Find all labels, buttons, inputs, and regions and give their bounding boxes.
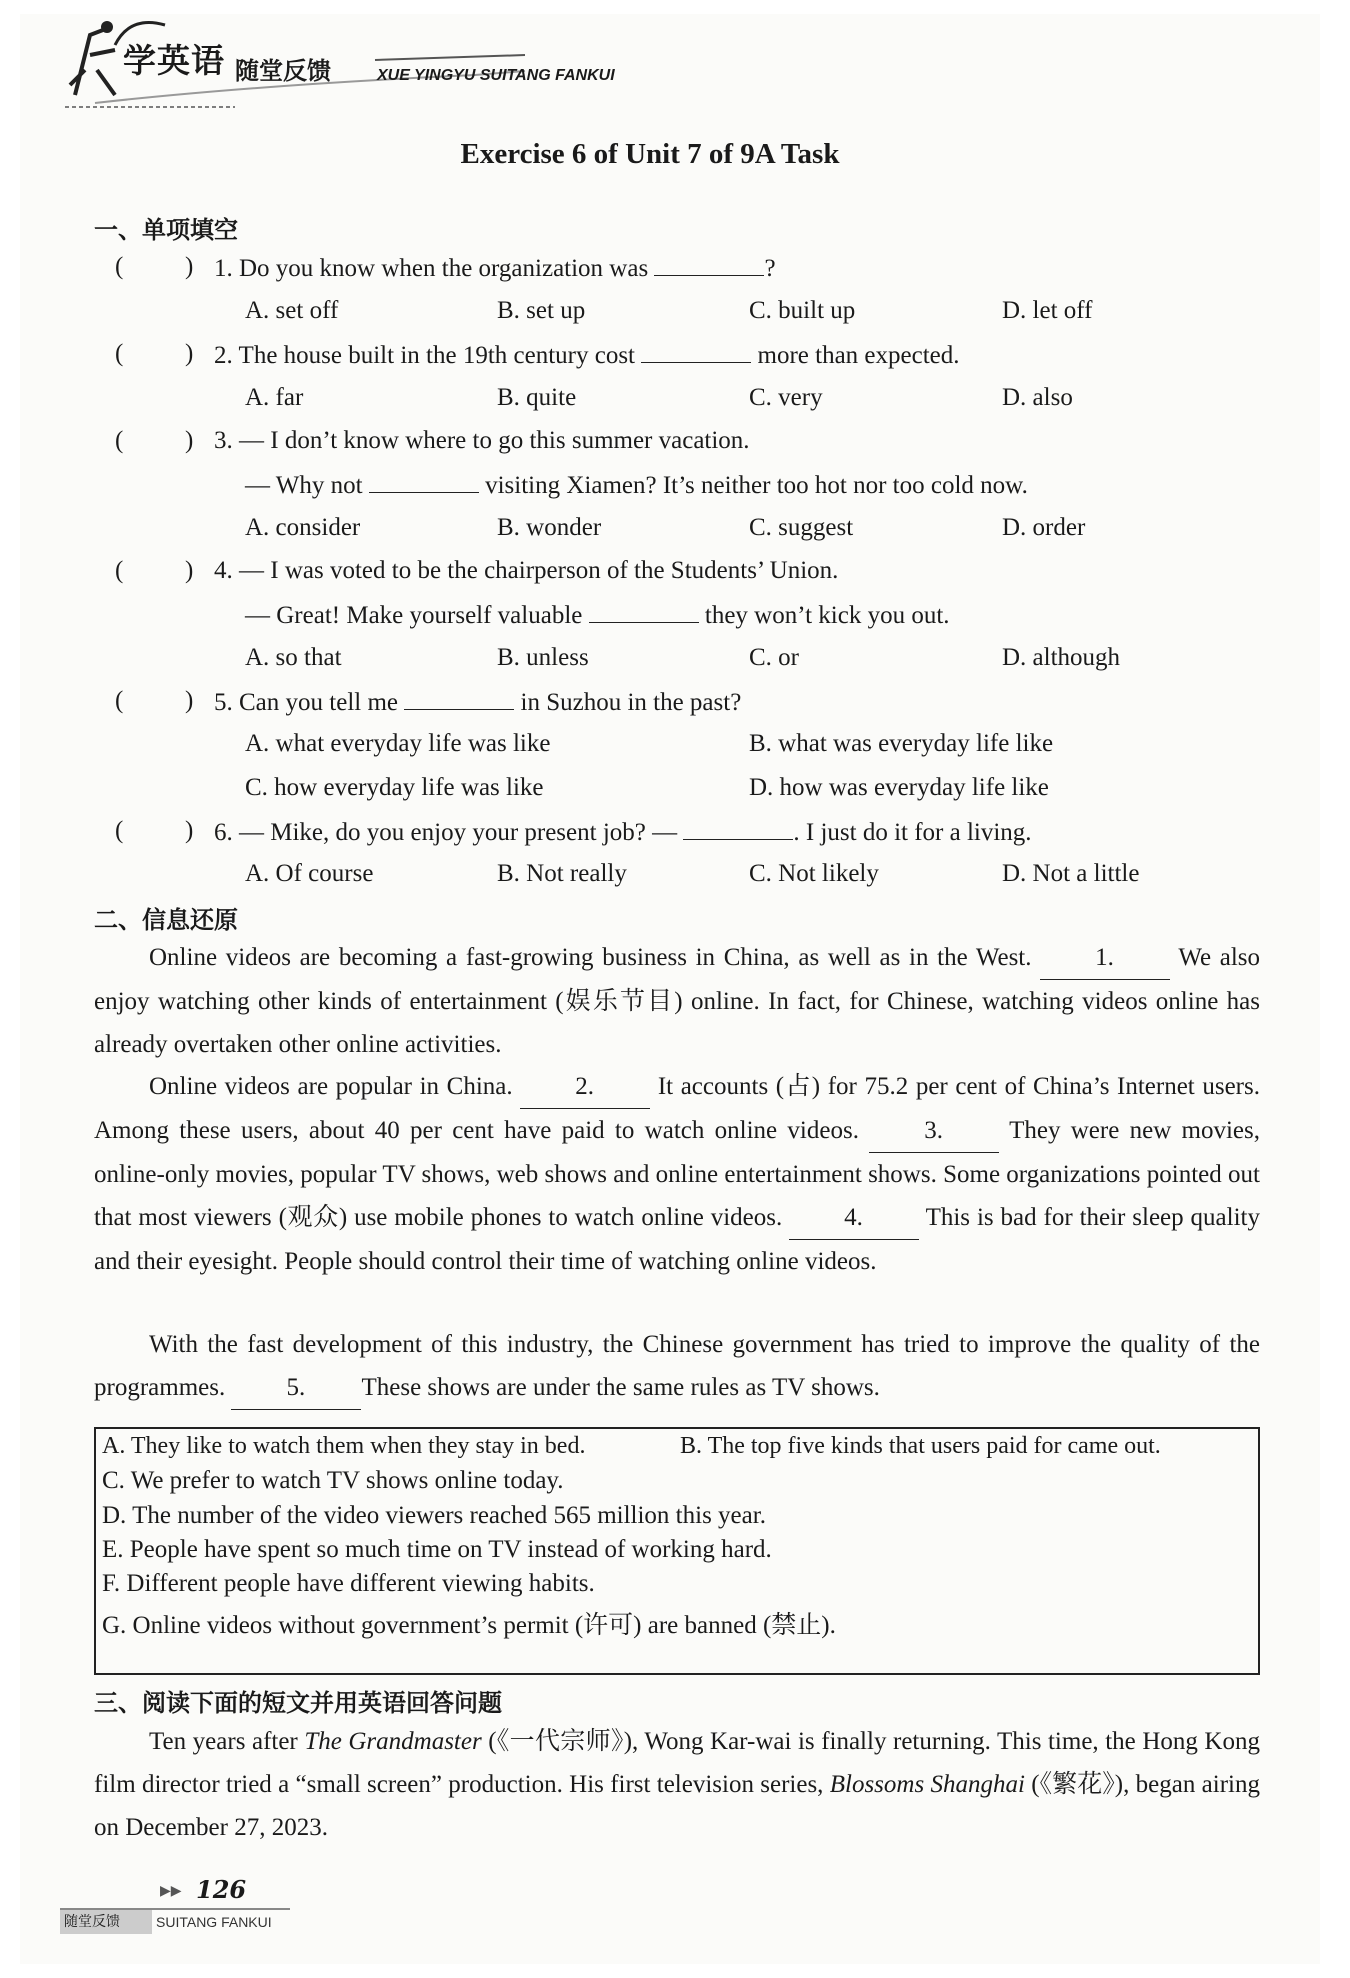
passage-text: This is bad for their sleep quality and their eyesight. People should control their time of watching online videos. [94, 1204, 1260, 1275]
option-a: A. set off [245, 297, 339, 324]
option-c: C. We prefer to watch TV shows online today. [102, 1467, 564, 1494]
question-stem: 3. — I don’t know where to go this summer vacation. [214, 427, 750, 454]
passage-paragraph [94, 1720, 1260, 1849]
option-c: C. built up [749, 297, 856, 324]
passage-text: Online videos are popular in China. [149, 1073, 513, 1100]
passage-text: With the fast development of this industry, the Chinese government has tried to improve the quality of the programmes. [94, 1331, 1260, 1401]
question-stem [214, 253, 776, 283]
answer-paren-close: ) [185, 817, 194, 844]
option-d: D. order [1002, 514, 1086, 541]
option-b: B. unless [497, 644, 589, 671]
page-number: 126 [196, 1875, 247, 1904]
answer-paren-open: ( [115, 253, 124, 280]
question-line2 [245, 470, 1028, 500]
section-heading: 一、单项填空 [94, 216, 238, 244]
option-f: F. Different people have different viewing habits. [102, 1570, 595, 1597]
question-stem: 4. — I was voted to be the chairperson of the Students’ Union. [214, 557, 839, 584]
option-d: D. Not a little [1002, 860, 1140, 887]
stem-text: 2. The house built in the 19th century cost [214, 342, 642, 369]
option-c: C. or [749, 644, 799, 671]
answer-blank[interactable]: 4. [789, 1196, 919, 1240]
header-subtitle: 随堂反馈 [235, 57, 331, 85]
option-c: C. suggest [749, 514, 854, 541]
answer-paren-close: ) [185, 687, 194, 714]
stem-text: visiting Xiamen? It’s neither too hot nor too cold now. [478, 472, 1028, 499]
question-stem [214, 817, 1032, 847]
option-a: A. what everyday life was like [245, 730, 551, 757]
option-g: G. Online videos without government’s permit (许可) are banned (禁止). [102, 1612, 836, 1639]
answer-blank[interactable] [683, 817, 793, 840]
option-b: B. set up [497, 297, 586, 324]
option-d: D. although [1002, 644, 1121, 671]
answer-blank[interactable] [654, 253, 764, 276]
option-e: E. People have spent so much time on TV instead of working hard. [102, 1536, 772, 1563]
option-b: B. wonder [497, 514, 602, 541]
option-b: B. what was everyday life like [749, 730, 1054, 757]
answer-paren-open: ( [115, 817, 124, 844]
series-title: Blossoms Shanghai [829, 1771, 1025, 1798]
option-d: D. also [1002, 384, 1073, 411]
option-a: A. They like to watch them when they stay in bed. [102, 1433, 586, 1459]
header-logo [55, 15, 675, 110]
page-title: Exercise 6 of Unit 7 of 9A Task [460, 138, 840, 170]
header-pinyin: XUE YINGYU SUITANG FANKUI [377, 67, 615, 84]
stem-text: more than expected. [751, 342, 960, 369]
option-c: C. how everyday life was like [245, 774, 544, 801]
footer-pinyin: SUITANG FANKUI [156, 1914, 272, 1930]
answer-paren-open: ( [115, 340, 124, 367]
passage-paragraph [94, 1323, 1260, 1410]
answer-paren-open: ( [115, 557, 124, 584]
stem-text: — Why not [245, 472, 369, 499]
passage-paragraph [94, 1065, 1260, 1283]
option-a: A. so that [245, 644, 342, 671]
passage-text: (《一代宗师》), Wong Kar-wai is finally returning. This time, the Hong Kong film director tried a “small screen” production. His first television series, [94, 1728, 1260, 1798]
stem-text: ? [764, 255, 776, 282]
passage-paragraph [94, 936, 1260, 1066]
option-d: D. how was everyday life like [749, 774, 1049, 801]
stem-text: 1. Do you know when the organization was [214, 255, 655, 282]
answer-blank[interactable] [404, 687, 514, 710]
answer-blank[interactable]: 3. [869, 1109, 999, 1153]
passage-text: These shows are under the same rules as TV shows. [361, 1374, 880, 1401]
answer-blank[interactable]: 1. [1040, 936, 1170, 980]
answer-paren-open: ( [115, 687, 124, 714]
question-stem [214, 687, 741, 717]
section-heading: 三、阅读下面的短文并用英语回答问题 [94, 1689, 502, 1717]
answer-paren-open: ( [115, 427, 124, 454]
option-b: B. Not really [497, 860, 627, 887]
option-b: B. The top five kinds that users paid for came out. [680, 1433, 1161, 1459]
option-c: C. very [749, 384, 823, 411]
stem-text: they won’t kick you out. [698, 602, 950, 629]
answer-paren-close: ) [185, 557, 194, 584]
answer-paren-close: ) [185, 253, 194, 280]
answer-blank[interactable] [589, 600, 699, 623]
question-line2 [245, 600, 950, 630]
section-heading: 二、信息还原 [94, 906, 238, 934]
stem-text: in Suzhou in the past? [514, 689, 742, 716]
answer-paren-close: ) [185, 340, 194, 367]
film-title: The Grandmaster [304, 1728, 482, 1755]
answer-blank[interactable]: 5. [231, 1366, 361, 1410]
answer-blank[interactable]: 2. [520, 1065, 650, 1109]
passage-text: It accounts (占) for 75.2 per cent of China’s Internet users. Among these users, about 40 per cent have paid to watch online videos. [94, 1073, 1260, 1144]
passage-text: Online videos are becoming a fast-growing business in China, as well as in the West. [149, 944, 1032, 971]
passage-text: (《繁花》), began airing on December 27, 2023. [94, 1771, 1260, 1841]
answer-blank[interactable] [641, 340, 751, 363]
passage-text: We also enjoy watching other kinds of entertainment (娱乐节目) online. In fact, for Chinese, watching videos online has already overtaken other online activities. [94, 944, 1261, 1058]
answer-blank[interactable] [369, 470, 479, 493]
option-a: A. far [245, 384, 304, 411]
question-stem [214, 340, 960, 370]
header-brand: 学英语 [123, 41, 225, 80]
option-c: C. Not likely [749, 860, 879, 887]
option-d: D. The number of the video viewers reached 565 million this year. [102, 1502, 766, 1529]
passage-text: Ten years after [149, 1728, 305, 1755]
option-a: A. Of course [245, 860, 374, 887]
footer-tag: 随堂反馈 [60, 1910, 152, 1934]
double-arrow-icon: ▶▶ [160, 1883, 182, 1899]
passage-text: They were new movies, online-only movies, popular TV shows, web shows and online entertainment shows. Some organizations pointed out that most viewers (观众) use mobile phones to watch online videos. [94, 1117, 1261, 1231]
stem-text: 6. — Mike, do you enjoy your present job? — [214, 819, 684, 846]
options-box [94, 1427, 1260, 1675]
answer-paren-close: ) [185, 427, 194, 454]
stem-text: 5. Can you tell me [214, 689, 405, 716]
stem-text: . I just do it for a living. [793, 819, 1032, 846]
option-d: D. let off [1002, 297, 1093, 324]
option-b: B. quite [497, 384, 577, 411]
stem-text: — Great! Make yourself valuable [245, 602, 589, 629]
option-a: A. consider [245, 514, 361, 541]
